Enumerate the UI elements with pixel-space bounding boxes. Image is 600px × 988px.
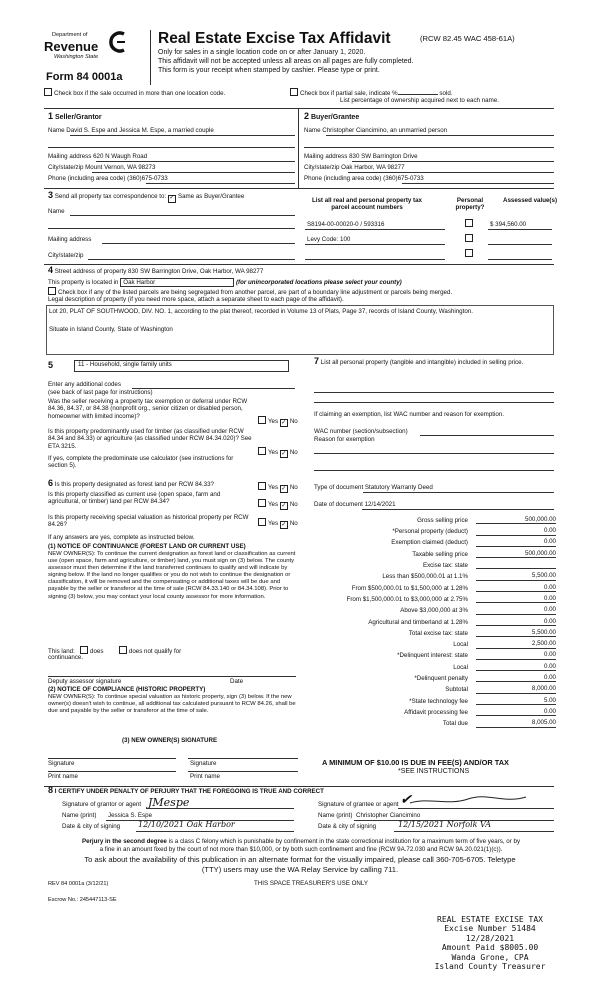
tax-row [330, 694, 556, 705]
document-type-field[interactable]: Type of document Statutory Warranty Deed [314, 484, 433, 491]
continuance-text: NEW OWNER(S): To continue the current designation as forest land or classification as current use (open space, farm and agriculture, or timber) land, you must sign on (3) below. The county assessor must then determine if the land transferred continues to qualify and will indicate by signing below. If the land no longer qualifies or you do not wish to continue the designation or classification, it will be removed and the compensating or additional taxes will be due and payable by the seller or transferor at the time of sale (RCW 84.33.140 or 84.34.108). Prior to signing (3) below, you may contact your local county assessor for more information. [48, 551, 296, 600]
continuance-heading: (1) NOTICE OF CONTINUANCE (FOREST LAND OR CURRENT USE) [48, 543, 246, 550]
personal-property-checkbox[interactable] [465, 249, 473, 257]
tax-row-value[interactable]: 500,000.00 [476, 516, 556, 524]
assessed-value: $ 394,560.00 [490, 221, 527, 228]
s6-q1-yes-no[interactable]: Yes ✓ No [258, 482, 298, 493]
tax-row-value[interactable]: 8,000.00 [476, 685, 556, 693]
partial-sale-check[interactable] [290, 88, 453, 97]
perjury-notice: Perjury in the second degree is a class C felony which is punishable by confinement in the state correctional institution for a maximum term of five years, or by [81, 838, 521, 845]
tax-row-label: *Delinquent interest: state [397, 652, 468, 660]
street-address-field[interactable]: 4 Street address of property 830 SW Barrington Drive, Oak Harbor, WA 98277 [48, 265, 264, 275]
tax-row-label: Gross selling price [417, 516, 468, 524]
tax-row-value[interactable]: 0.00 [476, 651, 556, 659]
tax-row [330, 682, 556, 693]
grantor-signature-label: Signature of grantor or agent [62, 801, 142, 808]
dept-line2: Revenue [44, 39, 99, 54]
tax-row-value[interactable]: 2,500.00 [476, 640, 556, 648]
document-date-field[interactable]: Date of document 12/14/2021 [314, 501, 396, 508]
checkbox-icon[interactable] [44, 88, 52, 96]
grantee-signature: ✔ [400, 792, 412, 808]
buyer-phone: (360)675-0733 [383, 175, 424, 182]
location-select[interactable]: Oak Harbor [120, 278, 234, 287]
certify-heading: 8 I CERTIFY UNDER PENALTY OF PERJURY THAT THE FOREGOING IS TRUE AND CORRECT [48, 785, 324, 795]
grantee-signature-scribble-icon [408, 794, 528, 808]
multi-location-check[interactable] [44, 88, 225, 97]
tax-row-value[interactable]: 5,500.00 [476, 629, 556, 637]
document-type: Statutory Warranty Deed [364, 484, 433, 491]
form-number: Form 84 0001a [46, 71, 123, 83]
stamp-line: Wanda Grone, CPA [451, 952, 529, 962]
tax-row-value[interactable]: 0.00 [476, 595, 556, 603]
levy-code: Levy Code: 100 [307, 236, 351, 243]
print-name-label: Print name [48, 773, 78, 780]
see-instructions: *SEE INSTRUCTIONS [398, 768, 470, 775]
tax-row [330, 536, 556, 547]
signature-label: Signature [190, 760, 217, 767]
grantee-date-city: 12/15/2021 Norfolk VA [398, 820, 492, 829]
seller-city: Mount Vernon, WA 98273 [85, 164, 156, 171]
buyer-name-field[interactable]: Name Christopher Ciancimino, an unmarried person [304, 127, 448, 134]
tax-row [330, 547, 556, 558]
tax-row-value[interactable]: 500,000.00 [476, 550, 556, 558]
compliance-heading: (2) NOTICE OF COMPLIANCE (HISTORIC PROPERTY) [48, 686, 206, 693]
grantee-date-label: Date & city of signing [318, 823, 377, 830]
tax-row [330, 569, 556, 580]
land-use-code[interactable]: 11 - Household, single family units [74, 360, 289, 372]
grantee-name-label: Name (print) [318, 812, 353, 819]
grantor-name-label: Name (print) [62, 812, 97, 819]
section6-q2: Is this property classified as current use (open space, farm and agricultural, or timber) land per RCW 84.34? [48, 491, 221, 506]
section5-q2-note: If yes, complete the predominate use calculator (see instructions for section 5). [48, 455, 234, 470]
document-date: 12/14/2021 [364, 501, 396, 508]
boundary-check[interactable] [48, 287, 452, 296]
tax-row [330, 649, 556, 660]
dept-line1: Department of [52, 32, 88, 38]
dept-line3: Washington State [54, 54, 99, 60]
section5-number: 5 [48, 360, 54, 370]
minimum-fee-note: A MINIMUM OF $10.00 IS DUE IN FEE(S) AND/OR TAX [322, 758, 509, 767]
tax-row-label: Local [453, 663, 468, 671]
boundary-label: Check box if any of the listed parcels are being segregated from another parcel, are part of a boundary line adjustment or parcels being merged. [58, 289, 453, 296]
tax-row-label: Above $3,000,000 at 3% [400, 607, 468, 615]
tax-row-label: From $1,500,000.01 to $3,000,000 at 2.75% [346, 595, 468, 603]
treasurer-stamp [420, 915, 560, 971]
reason-label: Reason for exemption [314, 436, 375, 443]
accessibility-note: To ask about the availability of this publication in an alternate format for the visually impaired, please call 360-705-6705. Teletype [84, 855, 516, 864]
new-owner-signature-heading: (3) NEW OWNER(S) SIGNATURE [122, 737, 218, 744]
signature-label: Signature [48, 760, 75, 767]
header-sub1: Only for sales in a single location code on or after January 1, 2020. [158, 49, 366, 56]
grantee-signature-label: Signature of grantee or agent [318, 801, 399, 808]
personal-property-header: Personal property? [455, 197, 485, 212]
tax-row-value[interactable]: 0.00 [476, 606, 556, 614]
additional-codes-label: Enter any additional codes [48, 381, 121, 388]
seller-name: David S. Espe and Jessica M. Espe, a married couple [66, 127, 214, 134]
tax-row [330, 603, 556, 614]
department-logo [42, 28, 122, 68]
seller-city-field[interactable]: City/state/zip Mount Vernon, WA 98273 [48, 164, 156, 171]
correspondence-label: 3 Send all property tax correspondence to: ✓ Same as Buyer/Grantee [48, 190, 245, 201]
tax-row-value[interactable]: 0.00 [476, 584, 556, 592]
q1-yes-no[interactable]: Yes ✓ No [258, 416, 298, 427]
tax-row [330, 524, 556, 535]
tax-row [330, 637, 556, 648]
compliance-text: NEW OWNER(S): To continue special valuation as historic property, sign (3) below. If the new owner(s) doesn't wish to continue, all additional tax calculated pursuant to RCW 84.26, shall be due and payable by the seller or transferor at the time of sale. [48, 694, 296, 715]
tax-row-value[interactable]: 0.00 [476, 527, 556, 535]
tax-row [330, 716, 556, 727]
tax-row-value[interactable]: 5,500.00 [476, 572, 556, 580]
page-title: Real Estate Excise Tax Affidavit [158, 30, 391, 47]
tax-row-label: *Delinquent penalty [414, 675, 468, 683]
tax-row-value[interactable]: 8,005.00 [476, 719, 556, 727]
tax-row-label: Agricultural and timberland at 1.28% [368, 618, 468, 626]
buyer-heading: 2 Buyer/Grantee [304, 111, 360, 121]
tax-row [330, 581, 556, 592]
tax-row-value[interactable]: 0.00 [476, 674, 556, 682]
legal-line2: Situate in Island County, State of Washington [49, 326, 173, 334]
corr-address-label: Mailing address [48, 236, 92, 243]
seller-name-field[interactable]: Name David S. Espe and Jessica M. Espe, a married couple [48, 127, 214, 134]
tax-row-label: Total due [442, 720, 468, 728]
grantor-date-city: 12/10/2021 Oak Harbor [138, 820, 235, 829]
treasurer-use-label: THIS SPACE TREASURER'S USE ONLY [254, 880, 368, 887]
perjury-notice-line2: a fine in an amount fixed by the court of not more than $10,000, or by both such confinement and fine (RCW 9A.72.030 and RCW 9A.20.021(1)(c)). [99, 846, 503, 853]
tax-row-label: Exemption claimed (deduct) [391, 539, 468, 547]
exemption-label: If claiming an exemption, list WAC number and reason for exemption. [314, 411, 504, 418]
location-note: (for unincorporated locations please select your county) [235, 279, 402, 286]
escrow-number: Escrow No.: 245447113-SE [48, 897, 117, 903]
buyer-city-field[interactable]: City/state/zip Oak Harbor, WA 98277 [304, 164, 405, 171]
tax-row [330, 626, 556, 637]
tax-row [330, 592, 556, 603]
revenue-logo-icon [108, 30, 128, 54]
tax-table [330, 513, 556, 728]
grantor-date-label: Date & city of signing [62, 823, 121, 830]
buyer-city: Oak Harbor, WA 98277 [341, 164, 405, 171]
stamp-line: Excise Number 51484 [444, 924, 536, 934]
print-name-label: Print name [190, 773, 220, 780]
wac-label: WAC number (section/subsection) [314, 428, 408, 435]
deputy-signature-label: Deputy assessor signature [48, 678, 122, 685]
this-land-row[interactable]: This land: does does not qualify for [48, 648, 182, 655]
continuance-label: continuance. [48, 654, 84, 661]
tax-row-label: *State technology fee [409, 697, 468, 705]
rcw-reference: (RCW 82.45 WAC 458-61A) [420, 34, 515, 43]
parcel-number: S8194-00-00020-0 / 593316 [307, 221, 385, 228]
checkbox-label: Check box if the sale occurred in more than one location code. [54, 90, 226, 97]
checkbox-icon[interactable] [290, 88, 298, 96]
seller-heading: 1 Seller/Grantor [48, 111, 102, 121]
accessibility-note-line2: (TTY) users may use the WA Relay Service by calling 711. [201, 865, 399, 874]
tax-row [330, 660, 556, 671]
tax-row-value[interactable]: 0.00 [476, 708, 556, 716]
tax-row [330, 671, 556, 682]
seller-address: 620 N Waugh Road [93, 153, 148, 160]
stamp-line: 12/28/2021 [465, 933, 515, 943]
section5-q2: Is this property predominantly used for timber (as classified under RCW 84.34 and 84.33) or agriculture (as classified under RCW 84.34.020)? See ETA 3215. [48, 428, 252, 450]
tax-row-label: Taxable selling price [412, 550, 468, 558]
s6-q2-yes-no[interactable]: Yes ✓ No [258, 499, 298, 510]
corr-city-label: City/state/zip [48, 252, 84, 259]
tax-row [330, 513, 556, 524]
stamp-line: Amount Paid $8005.00 [441, 943, 539, 953]
tax-row-value[interactable] [476, 568, 556, 569]
checkbox-icon[interactable] [48, 287, 56, 295]
grantor-signature: JMespe [148, 796, 190, 809]
tax-row-label: Local [453, 641, 468, 649]
tax-row-label: *Personal property (deduct) [392, 528, 468, 536]
legal-line1: Lot 20, PLAT OF SOUTHWOOD, DIV. NO. 1, according to the plat thereof, recorded in Volume 13 of Plats, Page 37, records of Island County, Washington. [49, 308, 473, 315]
tax-row-value[interactable]: 0.00 [476, 663, 556, 671]
legal-description-label: Legal description of property (if you need more space, attach a separate sheet to each page of the affidavit). [48, 296, 344, 303]
section6-q3: Is this property receiving special valuation as historical property per RCW 84.26? [48, 514, 249, 529]
personal-property-checkbox[interactable] [465, 219, 473, 227]
additional-codes-note: (see back of last page for instructions) [48, 389, 153, 396]
ownership-note: List percentage of ownership acquired next to each name. [340, 97, 499, 104]
tax-row-label: Subtotal [445, 686, 468, 694]
legal-description-box[interactable] [46, 305, 554, 355]
grantor-name: Jessica S. Espe [108, 812, 153, 819]
parcel-header: List all real and personal property tax parcel account numbers [311, 197, 423, 212]
personal-property-checkbox[interactable] [465, 234, 473, 242]
tax-row-value[interactable]: 0.00 [476, 538, 556, 546]
tax-row-value[interactable]: 0.00 [476, 618, 556, 626]
seller-phone: (360)675-0733 [127, 175, 168, 182]
buyer-address-field[interactable]: Mailing address 830 SW Barrington Drive [304, 153, 418, 160]
seller-phone-field[interactable]: Phone (including area code) (360)675-0733 [48, 175, 168, 182]
s6-q3-yes-no[interactable]: Yes ✓ No [258, 518, 298, 529]
tax-row-value[interactable]: 5.00 [476, 697, 556, 705]
header-sub2: This affidavit will not be accepted unless all areas on all pages are fully completed. [158, 58, 414, 65]
tax-row-label: Total excise tax: state [408, 629, 468, 637]
tax-row-label: From $500,000.01 to $1,500,000 at 1.28% [351, 584, 468, 592]
assessed-value-header: Assessed value(s) [503, 197, 557, 204]
tax-row-label: Affidavit processing fee [404, 708, 468, 716]
buyer-address: 830 SW Barrington Drive [349, 153, 418, 160]
tax-row [330, 558, 556, 569]
stamp-line: Island County Treasurer [434, 962, 546, 972]
tax-row-label: Less than $500,000.01 at 1.1% [382, 573, 468, 581]
section5-q1: Was the seller receiving a property tax exemption or deferral under RCW 84.36, 84.37, or 84.38 (nonprofit org., senior citizen or disabled person, homeowner with limited income)? [48, 398, 248, 420]
tax-row [330, 705, 556, 716]
tax-row-label: Excise tax: state [422, 562, 468, 570]
tax-row [330, 615, 556, 626]
stamp-line: REAL ESTATE EXCISE TAX [437, 915, 543, 924]
revision-number: REV 84 0001a (3/12/21) [48, 881, 109, 887]
buyer-name: Christopher Ciancimino, an unmarried person [322, 127, 448, 134]
q2-yes-no[interactable]: Yes ✓ No [258, 447, 298, 458]
buyer-phone-field[interactable]: Phone (including area code) (360)675-0733 [304, 175, 424, 182]
checkbox-label: Check box if partial sale, indicate % [300, 90, 398, 97]
deputy-date-label: Date [230, 678, 244, 685]
corr-name-label: Name [48, 208, 65, 215]
header-sub3: This form is your receipt when stamped by cashier. Please type or print. [158, 67, 380, 74]
if-yes-note: If any answers are yes, complete as instructed below. [48, 534, 195, 541]
personal-property-label: 7 List all personal property (tangible and intangible) included in selling price. [314, 356, 524, 366]
sold-label: sold. [439, 90, 453, 97]
seller-address-field[interactable]: Mailing address 620 N Waugh Road [48, 153, 148, 160]
section6-q1: 6 Is this property designated as forest land per RCW 84.33? [48, 478, 214, 488]
location-field[interactable]: This property is located in Oak Harbor (for unincorporated locations please select your county) [48, 279, 402, 286]
property-address: 830 SW Barrington Drive, Oak Harbor, WA 98277 [128, 268, 264, 275]
grantee-name: Christopher Ciancimino [356, 812, 421, 819]
checkbox-checked-icon[interactable]: ✓ [169, 195, 175, 201]
